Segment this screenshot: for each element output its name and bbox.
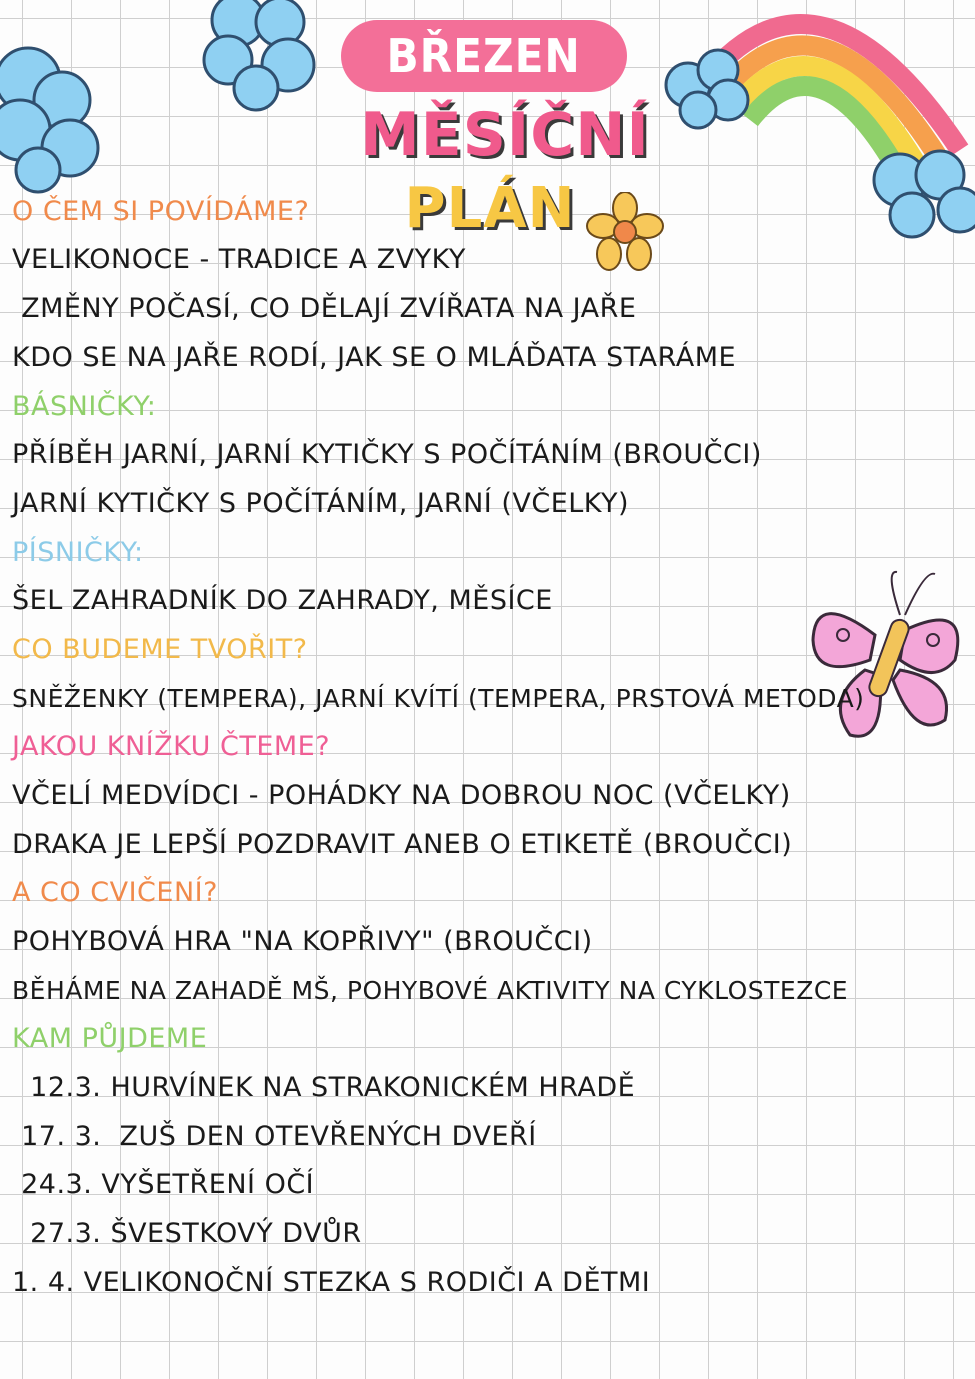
list-item: POHYBOVÁ HRA "NA KOPŘIVY" (BROUČCI) bbox=[12, 926, 593, 957]
list-item: 17. 3. ZUŠ DEN OTEVŘENÝCH DVEŘÍ bbox=[12, 1121, 537, 1152]
list-item: DRAKA JE LEPŠÍ POZDRAVIT ANEB O ETIKETĚ (BROUČCI) bbox=[12, 829, 793, 860]
flower-icon bbox=[585, 192, 665, 277]
section-heading-talk: O ČEM SI POVÍDÁME? bbox=[12, 196, 310, 227]
month-badge bbox=[341, 20, 627, 92]
list-item: PŘÍBĚH JARNÍ, JARNÍ KYTIČKY S POČÍTÁNÍM (BROUČCI) bbox=[12, 439, 762, 470]
list-item: ŠEL ZAHRADNÍK DO ZAHRADY, MĚSÍCE bbox=[12, 585, 553, 616]
list-item: 1. 4. VELIKONOČNÍ STEZKA S RODIČI A DĚTMI bbox=[12, 1267, 651, 1298]
list-item: 27.3. ŠVESTKOVÝ DVŮR bbox=[12, 1218, 362, 1249]
title-line-2: PLÁN bbox=[404, 176, 576, 241]
cloud-icon bbox=[0, 20, 110, 195]
section-heading-songs: PÍSNIČKY: bbox=[12, 537, 144, 568]
butterfly-icon bbox=[805, 560, 970, 760]
list-item: VČELÍ MEDVÍDCI - POHÁDKY NA DOBROU NOC (VČELKY) bbox=[12, 780, 791, 811]
month-label: BŘEZEN bbox=[386, 29, 582, 83]
cloud-icon bbox=[198, 0, 323, 115]
list-item: BĚHÁME NA ZAHADĚ MŠ, POHYBOVÉ AKTIVITY NA CYKLOSTEZCE bbox=[12, 976, 849, 1005]
list-item: KDO SE NA JAŘE RODÍ, JAK SE O MLÁĎATA STARÁME bbox=[12, 342, 737, 373]
list-item: ZMĚNY POČASÍ, CO DĚLAJÍ ZVÍŘATA NA JAŘE bbox=[12, 293, 637, 324]
section-heading-trips: KAM PŮJDEME bbox=[12, 1023, 208, 1054]
section-heading-create: CO BUDEME TVOŘIT? bbox=[12, 634, 308, 665]
list-item: 12.3. HURVÍNEK NA STRAKONICKÉM HRADĚ bbox=[12, 1072, 636, 1103]
list-item: SNĚŽENKY (TEMPERA), JARNÍ KVÍTÍ (TEMPERA, PRSTOVÁ METODA) bbox=[12, 684, 865, 713]
rainbow-icon bbox=[650, 0, 975, 240]
list-item: VELIKONOCE - TRADICE A ZVYKY bbox=[12, 244, 466, 275]
list-item: 24.3. VYŠETŘENÍ OČÍ bbox=[12, 1169, 315, 1200]
list-item: JARNÍ KYTIČKY S POČÍTÁNÍM, JARNÍ (VČELKY) bbox=[12, 488, 630, 519]
section-heading-exercise: A CO CVIČENÍ? bbox=[12, 877, 218, 908]
section-heading-books: JAKOU KNÍŽKU ČTEME? bbox=[12, 731, 331, 762]
section-heading-poems: BÁSNIČKY: bbox=[12, 391, 157, 422]
title-line-1: MĚSÍČNÍ bbox=[360, 100, 650, 170]
